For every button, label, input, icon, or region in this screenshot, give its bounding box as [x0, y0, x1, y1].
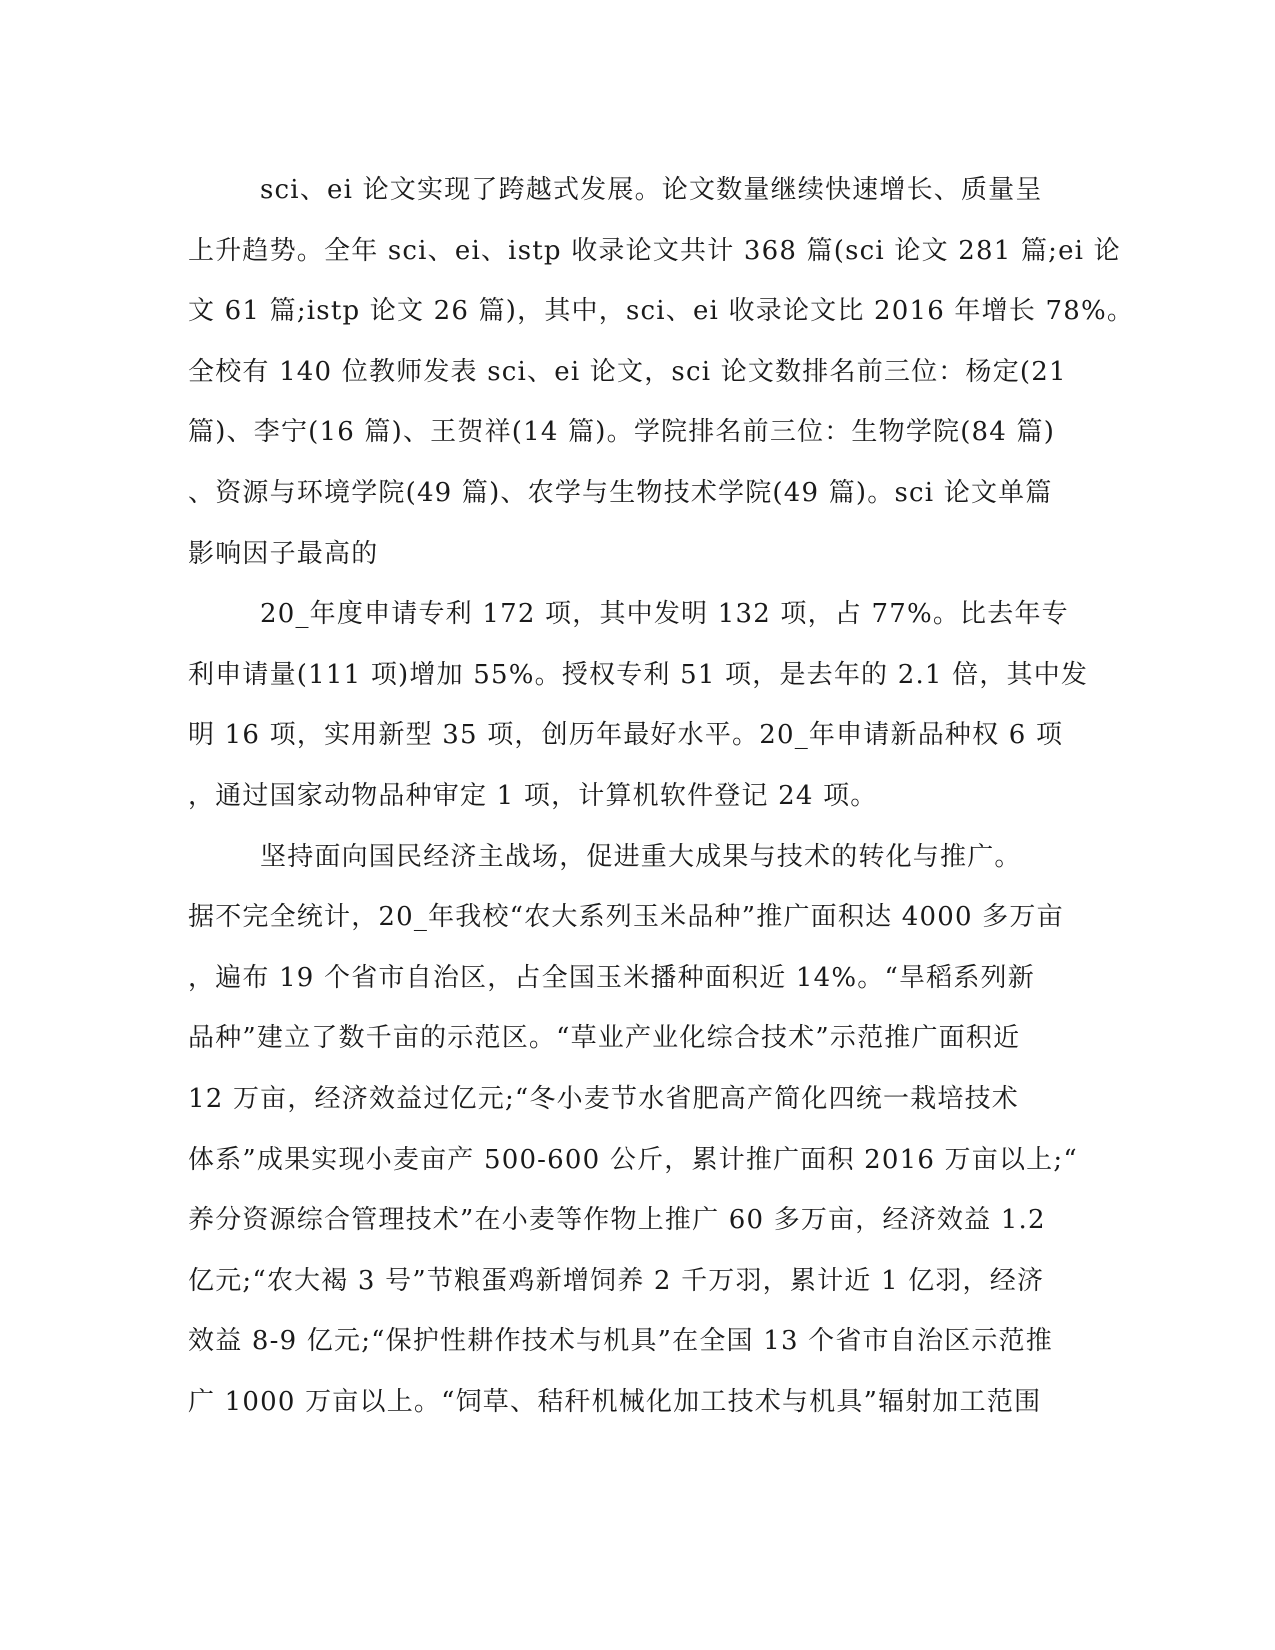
paragraph-line: ，遍布 19 个省市自治区，占全国玉米播种面积近 14%。“旱稻系列新	[188, 962, 1035, 993]
paragraph-line: 20_年度申请专利 172 项，其中发明 132 项，占 77%。比去年专	[260, 599, 1069, 630]
paragraph-line: 效益 8-9 亿元;“保护性耕作技术与机具”在全国 13 个省市自治区示范推	[188, 1326, 1053, 1357]
paragraph-line: 篇)、李宁(16 篇)、王贺祥(14 篇)。学院排名前三位：生物学院(84 篇)	[188, 417, 1056, 448]
paragraph-line: 体系”成果实现小麦亩产 500-600 公斤，累计推广面积 2016 万亩以上;“	[188, 1144, 1078, 1175]
document-body	[188, 160, 1135, 1432]
paragraph-line: 养分资源综合管理技术”在小麦等作物上推广 60 多万亩，经济效益 1.2	[188, 1205, 1046, 1236]
paragraph-patents	[188, 584, 1089, 826]
paragraph-line: 上升趋势。全年 sci、ei、istp 收录论文共计 368 篇(sci 论文 281 篇;ei 论	[188, 235, 1121, 266]
paragraph-line: ，通过国家动物品种审定 1 项，计算机软件登记 24 项。	[188, 780, 878, 811]
paragraph-line: 12 万亩，经济效益过亿元;“冬小麦节水省肥高产简化四统一栽培技术	[188, 1083, 1020, 1114]
paragraph-technology-transfer	[188, 827, 1076, 1433]
paragraph-line: 利申请量(111 项)增加 55%。授权专利 51 项，是去年的 2.1 倍，其中发	[188, 659, 1089, 690]
paragraph-line: 影响因子最高的	[188, 538, 379, 569]
paragraph-line: 、资源与环境学院(49 篇)、农学与生物技术学院(49 篇)。sci 论文单篇	[188, 477, 1053, 508]
paragraph-line: sci、ei 论文实现了跨越式发展。论文数量继续快速增长、质量呈	[260, 175, 1043, 205]
paragraph-line: 广 1000 万亩以上。“饲草、秸秆机械化加工技术与机具”辐射加工范围	[188, 1386, 1042, 1417]
paragraph-line: 明 16 项，实用新型 35 项，创历年最好水平。20_年申请新品种权 6 项	[188, 720, 1064, 751]
paragraph-line: 据不完全统计，20_年我校“农大系列玉米品种”推广面积达 4000 多万亩	[188, 902, 1064, 933]
paragraph-line: 坚持面向国民经济主战场，促进重大成果与技术的转化与推广。	[260, 841, 1022, 872]
paragraph-line: 全校有 140 位教师发表 sci、ei 论文，sci 论文数排名前三位：杨定(21	[188, 356, 1067, 387]
paragraph-line: 品种”建立了数千亩的示范区。“草业产业化综合技术”示范推广面积近	[188, 1023, 1021, 1054]
paragraph-sci-ei-papers	[188, 160, 1135, 584]
paragraph-line: 文 61 篇;istp 论文 26 篇)，其中，sci、ei 收录论文比 2016 年增长 78%。	[188, 296, 1135, 327]
paragraph-line: 亿元;“农大褐 3 号”节粮蛋鸡新增饲养 2 千万羽，累计近 1 亿羽，经济	[188, 1265, 1045, 1296]
